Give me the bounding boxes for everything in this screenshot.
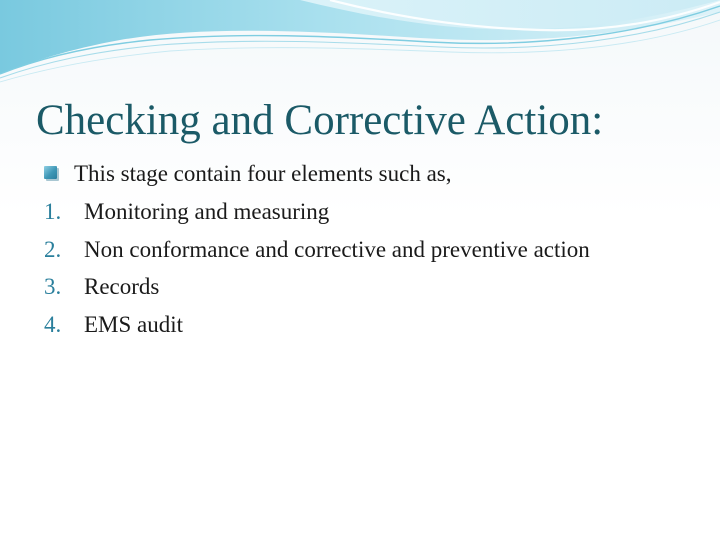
list-item-text: Non conformance and corrective and preventive action — [84, 236, 590, 262]
list-item-text: EMS audit — [84, 311, 184, 337]
list-item — [44, 193, 704, 231]
list-item — [44, 231, 704, 269]
list-item — [44, 306, 704, 344]
list-item-number: 3. — [44, 274, 62, 299]
list-item-number: 4. — [44, 311, 62, 337]
list-item — [44, 268, 704, 306]
list-item-text: Records — [84, 274, 160, 299]
list-item-text: Monitoring and measuring — [84, 199, 330, 224]
element-list — [44, 193, 704, 343]
decorative-wave-header — [0, 0, 720, 90]
slide-body — [44, 156, 704, 343]
slide-title: Checking and Corrective Action: — [36, 97, 604, 144]
square-bullet-icon — [44, 166, 57, 179]
list-item-number: 2. — [44, 236, 62, 262]
list-item-number: 1. — [44, 199, 62, 224]
intro-text: This stage contain four elements such as, — [74, 161, 452, 186]
intro-line — [44, 156, 704, 191]
